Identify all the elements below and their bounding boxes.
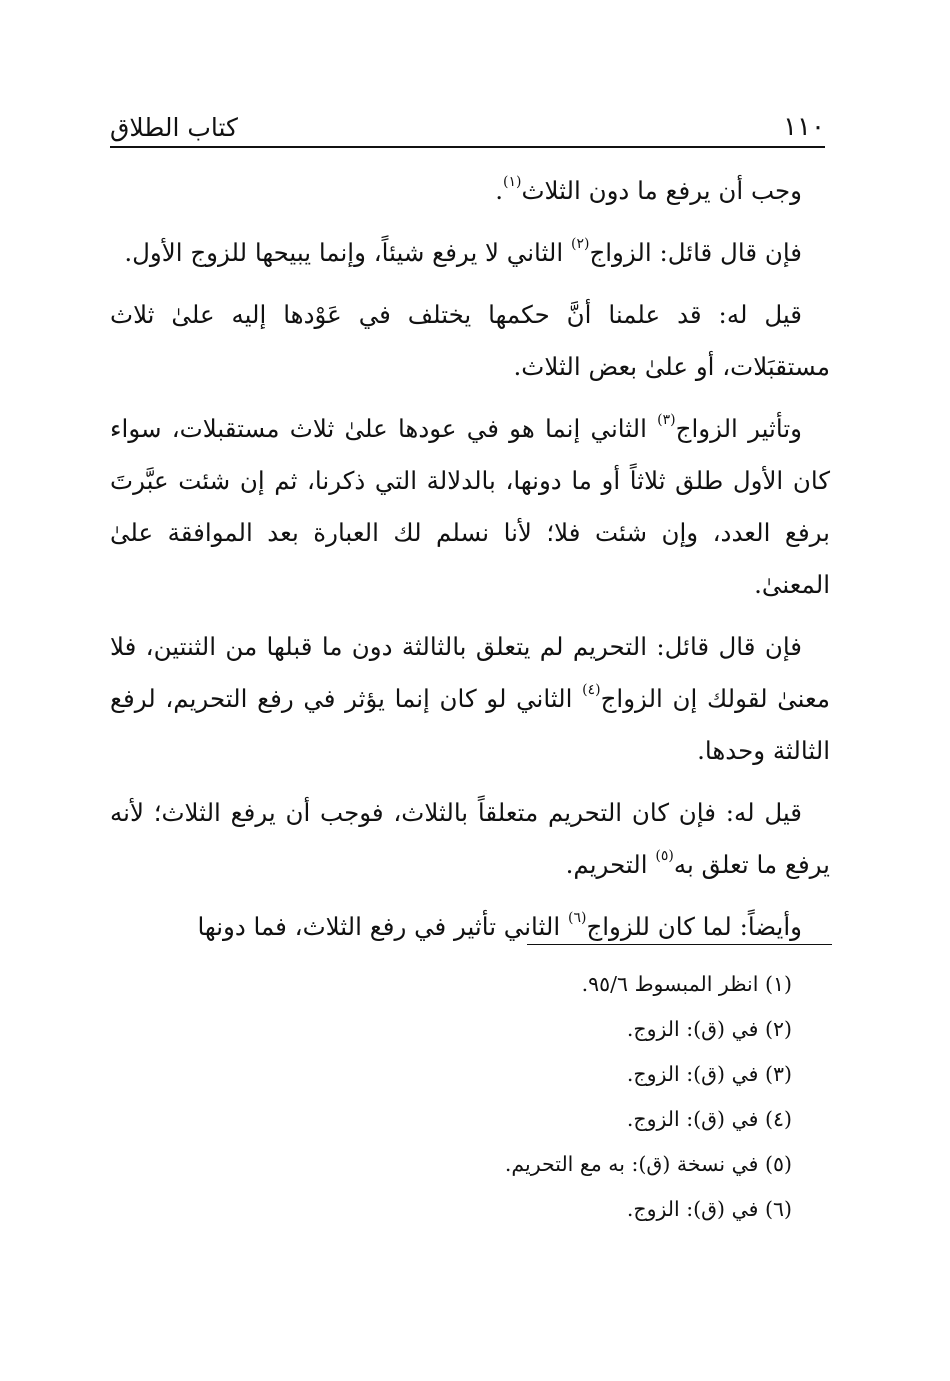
paragraph-text: التحريم.: [565, 850, 656, 879]
paragraph-6: [110, 787, 830, 891]
paragraph-text: وجب أن يرفع ما دون الثلاث: [521, 176, 802, 205]
footnote-2: (٢) في (ق): الزوج.: [626, 1017, 792, 1041]
footnotes-list: [110, 962, 792, 1232]
paragraph-text: الثاني لا يرفع شيئاً، وإنما يبيحها للزوج الأول.: [124, 238, 571, 267]
paragraph-7: [110, 901, 830, 953]
footnote-5: (٥) في نسخة (ق): به مع التحريم.: [504, 1152, 792, 1176]
footnote-divider: [527, 944, 832, 945]
footnote-1: (١) انظر المبسوط ٩٥/٦.: [581, 972, 792, 996]
running-header: [110, 104, 825, 148]
paragraph-text: وأيضاً: لما كان للزواج: [586, 912, 802, 941]
main-text: [110, 165, 830, 963]
footnote-4: (٤) في (ق): الزوج.: [626, 1107, 792, 1131]
paragraph-text: الثاني لو كان إنما يؤثر في رفع التحريم، لرفع الثالثة وحدها.: [110, 684, 830, 765]
paragraph-2: [110, 227, 830, 279]
paragraph-5: [110, 621, 830, 777]
footnote-reference: (١): [503, 173, 522, 190]
paragraph-text: قيل له: قد علمنا أنَّ حكمها يختلف في عَوْدها إليه علىٰ ثلاث مستقبَلات، أو علىٰ بعض الثلاث.: [110, 300, 830, 381]
paragraph-3: [110, 289, 830, 393]
chapter-title: كتاب الطلاق: [110, 113, 238, 142]
paragraph-text: وتأثير الزواج: [675, 414, 802, 443]
footnote-reference: (٢): [570, 235, 590, 252]
paragraph-text: .: [495, 176, 503, 205]
paragraph-text: قيل له: فإن كان التحريم متعلقاً بالثلاث، فوجب أن يرفع الثلاث؛ لأنه يرفع ما تعلق به: [110, 798, 830, 879]
page-number: ١١٠: [783, 112, 825, 142]
paragraph-text: الثاني إنما هو في عودها علىٰ ثلاث مستقبلات، سواء كان الأول طلق ثلاثاً أو ما دونها، بالدلالة التي ذكرنا، ثم إن شئت عبَّرتَ برفع العدد، وإن شئت فلا؛ لأنا نسلم لك العبارة بعد الموافقة علىٰ المعنىٰ.: [110, 414, 830, 599]
paragraph-text: فإن قال قائل: الزواج: [589, 238, 802, 267]
footnote-reference: (٤): [582, 681, 601, 698]
paragraph-4: [110, 403, 830, 611]
paragraph-text: الثاني تأثير في رفع الثلاث، فما دونها: [197, 912, 568, 941]
footnote-reference: (٦): [567, 909, 587, 926]
footnote-reference: (٣): [657, 411, 676, 428]
footnote-reference: (٥): [655, 847, 674, 864]
footnote-6: (٦) في (ق): الزوج.: [626, 1197, 792, 1221]
footnote-3: (٣) في (ق): الزوج.: [626, 1062, 792, 1086]
paragraph-text: فإن قال قائل: التحريم لم يتعلق بالثالثة دون ما قبلها من الثنتين، فلا معنىٰ لقولك إن الزواج: [110, 632, 831, 713]
paragraph-1: [110, 165, 830, 217]
